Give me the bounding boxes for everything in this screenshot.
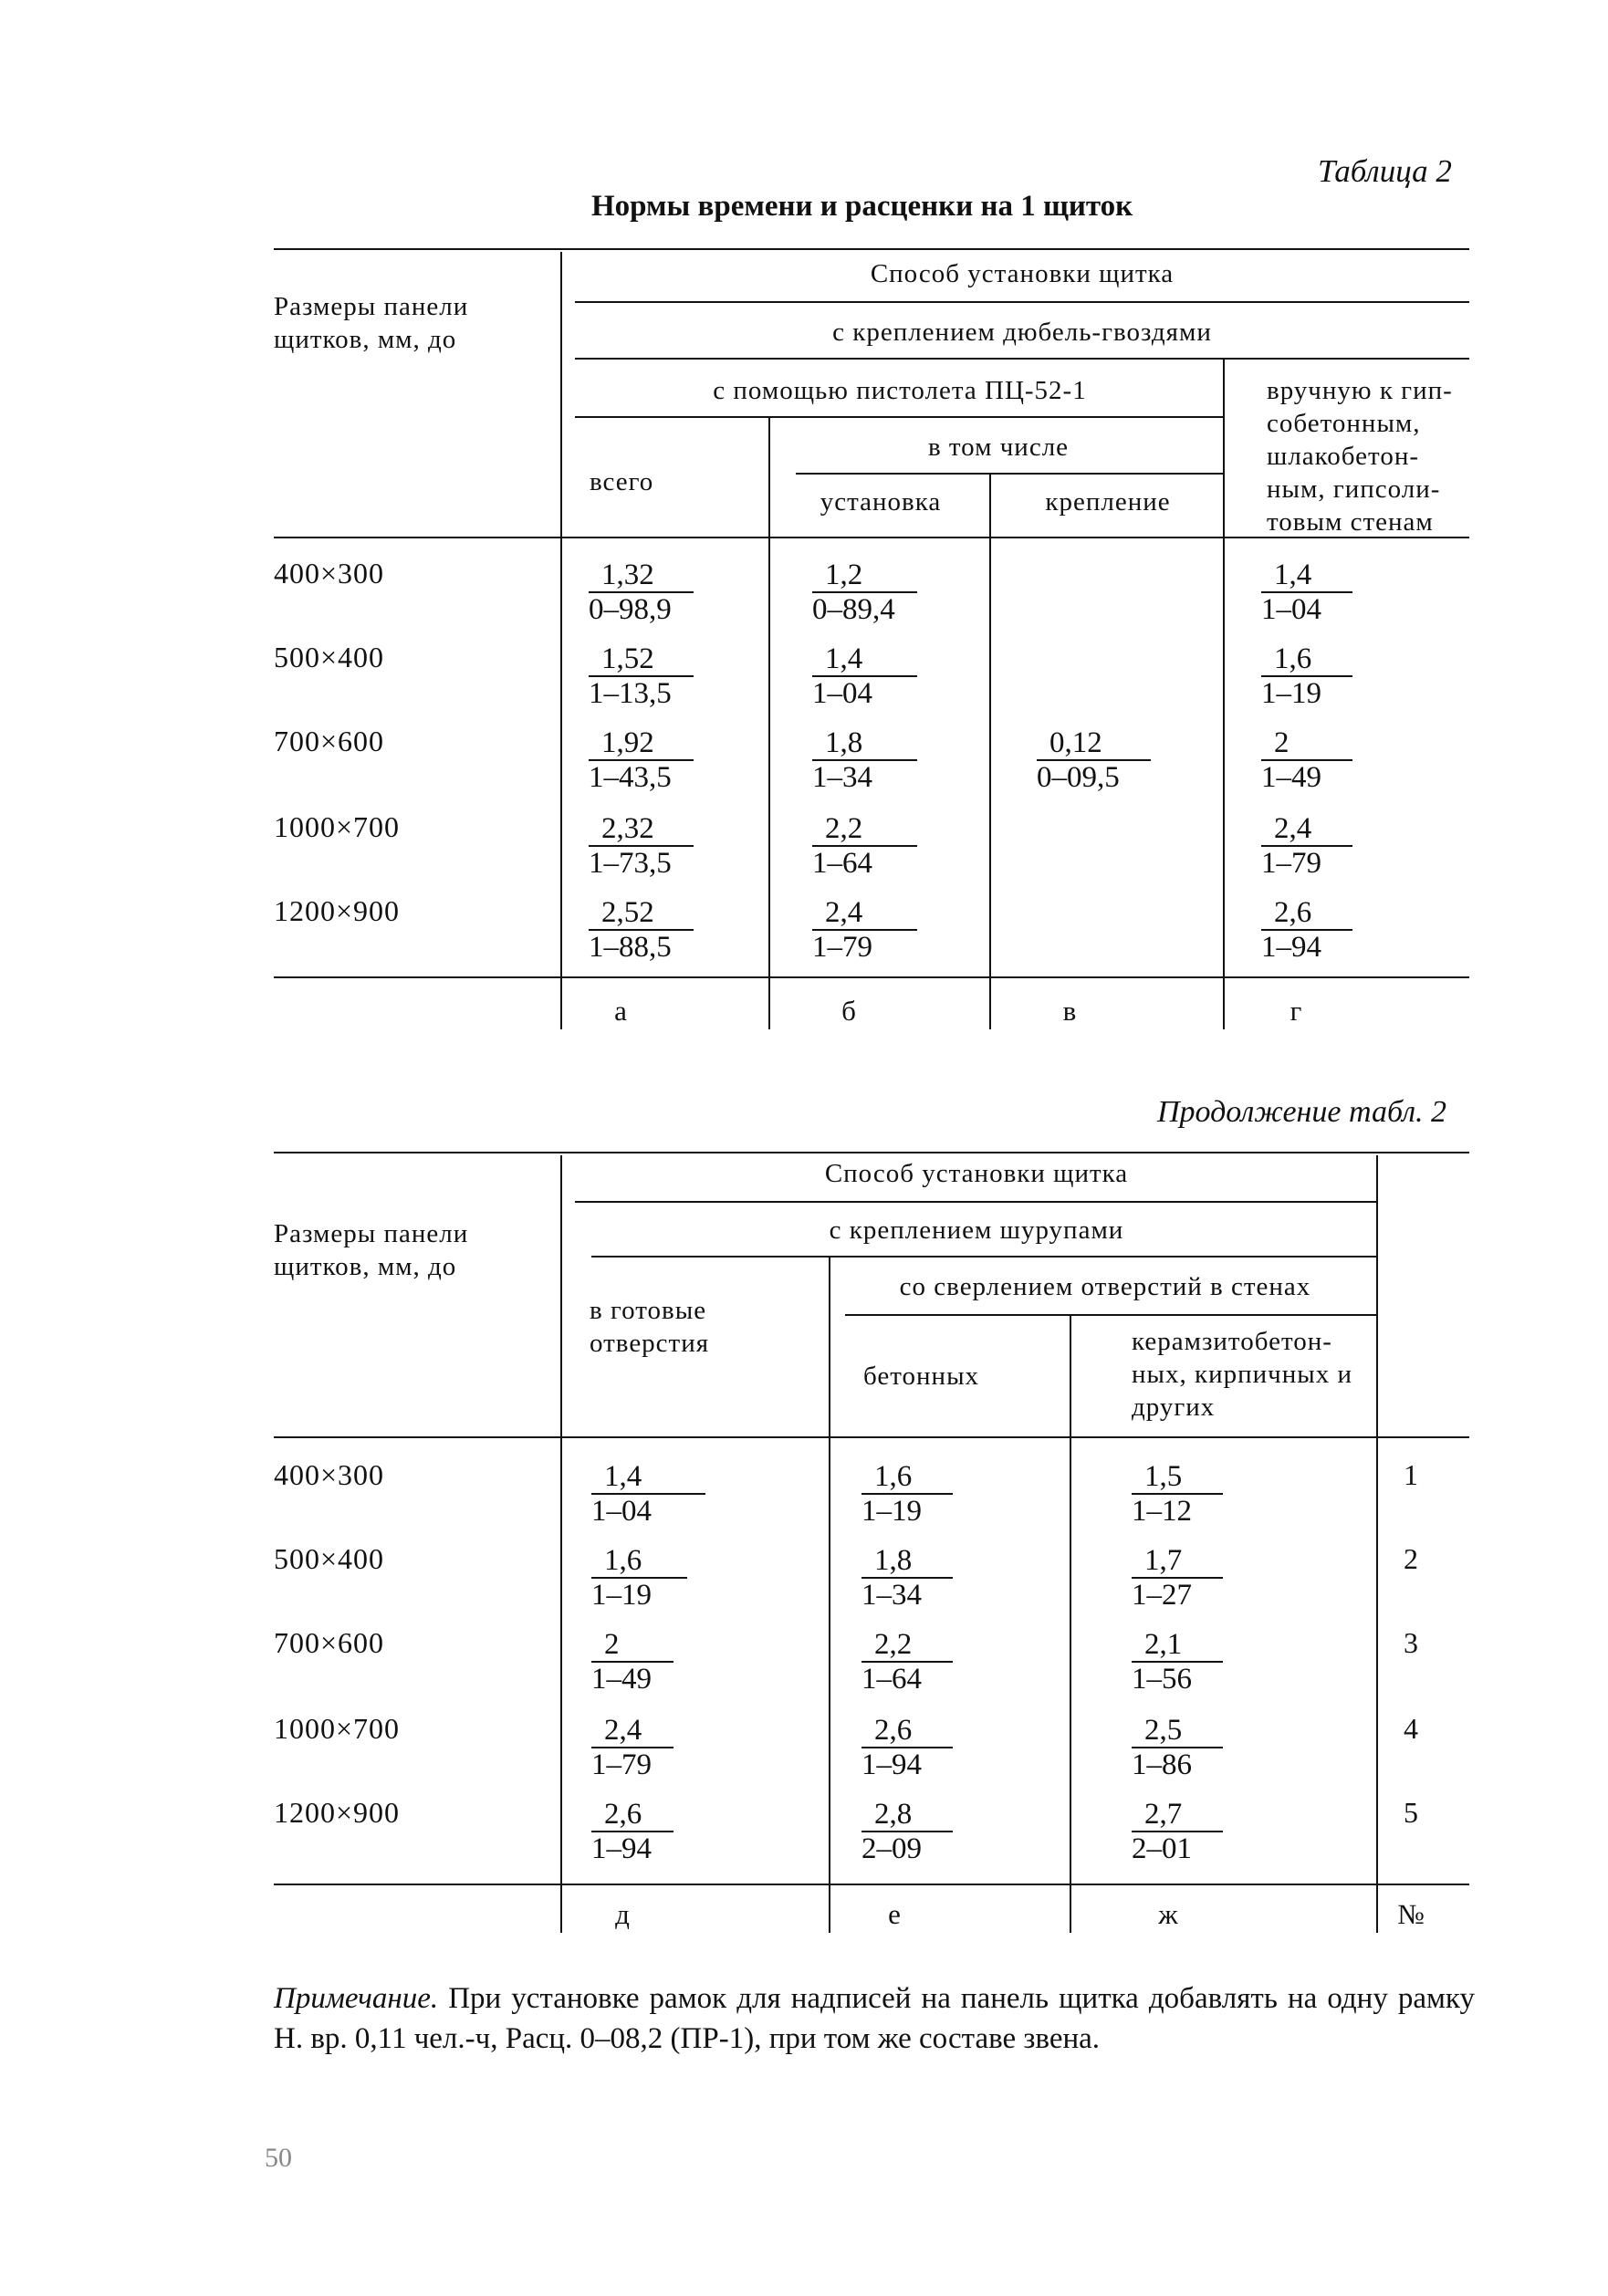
column-code: б <box>841 995 856 1027</box>
rate-fraction: $\frac{2,5}{1-86}$ <box>1132 1714 1223 1781</box>
rate-fraction: $\frac{1,7}{1-27}$ <box>1132 1544 1223 1612</box>
note-label: Примечание. <box>274 1982 439 2015</box>
rate-fraction: $\frac{2,7}{2-01}$ <box>1132 1798 1223 1865</box>
install-header: установка <box>820 487 942 517</box>
rate-fraction: $\frac{0,12}{0-09,5}$ <box>1037 726 1151 794</box>
rate-fraction: $\frac{2,2}{1-64}$ <box>861 1628 953 1696</box>
rate-fraction: $\frac{1,6}{1-19}$ <box>591 1544 687 1612</box>
concrete-header: бетонных <box>863 1362 980 1391</box>
size-cell: 700×600 <box>274 1626 385 1659</box>
rate-fraction: $\frac{1,92}{1-43,5}$ <box>589 726 694 794</box>
row-number: 2 <box>1404 1542 1418 1575</box>
continuation-label: Продолжение табл. 2 <box>1157 1095 1447 1129</box>
dowel-header: с креплением дюбель-гвоздями <box>832 318 1212 347</box>
pistol-header: с помощью пистолета ПЦ-52-1 <box>713 376 1087 405</box>
row-number: 5 <box>1404 1796 1418 1829</box>
rate-fraction: $\frac{1,5}{1-12}$ <box>1132 1460 1223 1528</box>
rate-fraction: $\frac{1,6}{1-19}$ <box>861 1460 953 1528</box>
rate-fraction: $\frac{2,6}{1-94}$ <box>591 1798 673 1865</box>
size-cell: 700×600 <box>274 725 385 757</box>
size-header: Размеры панели щитков, мм, до <box>274 1219 469 1281</box>
total-header: всего <box>590 467 654 496</box>
size-cell: 400×300 <box>274 1458 385 1491</box>
note <box>274 1978 1475 2059</box>
column-code: № <box>1397 1898 1425 1930</box>
rate-fraction: $\frac{1,4}{1-04}$ <box>591 1460 705 1528</box>
table-title: Нормы времени и расценки на 1 щиток <box>591 190 1133 223</box>
size-cell: 400×300 <box>274 557 385 590</box>
rate-fraction: $\frac{1,52}{1-13,5}$ <box>589 642 694 710</box>
rate-fraction: $\frac{2,2}{1-64}$ <box>812 812 917 880</box>
note-text: При установке рамок для надписей на панель щитка добавлять на одну рамку Н. вр. 0,11 чел.-ч, Расц. 0–08,2 (ПР-1), при том же составе звена. <box>274 1982 1475 2055</box>
rate-fraction: $\frac{1,2}{0-89,4}$ <box>812 558 917 626</box>
rate-fraction: $\frac{2}{1-49}$ <box>591 1628 673 1696</box>
size-cell: 1200×900 <box>274 1796 401 1829</box>
ready-holes-header: в готовые отверстия <box>590 1296 710 1358</box>
rate-fraction: $\frac{2,52}{1-88,5}$ <box>589 896 694 964</box>
column-code: а <box>614 995 627 1027</box>
row-number: 4 <box>1404 1712 1418 1745</box>
rate-fraction: $\frac{2}{1-49}$ <box>1261 726 1352 794</box>
column-code: в <box>1062 995 1077 1027</box>
column-code: д <box>615 1898 630 1930</box>
drill-header: со сверлением отверстий в стенах <box>899 1272 1311 1301</box>
rate-fraction: $\frac{1,32}{0-98,9}$ <box>589 558 694 626</box>
rate-fraction: $\frac{2,6}{1-94}$ <box>1261 896 1352 964</box>
rate-fraction: $\frac{1,4}{1-04}$ <box>1261 558 1352 626</box>
method-header: Способ установки щитка <box>870 259 1175 288</box>
table-label: Таблица 2 <box>1318 153 1452 189</box>
rate-fraction: $\frac{1,8}{1-34}$ <box>861 1544 953 1612</box>
size-cell: 1200×900 <box>274 894 401 927</box>
manual-header: вручную к гип-собетонным, шлакобетон-ным, гипсоли-товым стенам <box>1267 376 1453 537</box>
rate-fraction: $\frac{1,4}{1-04}$ <box>812 642 917 710</box>
rate-fraction: $\frac{2,4}{1-79}$ <box>1261 812 1352 880</box>
ceramsite-header: керамзитобетон-ных, кирпичных и других <box>1132 1327 1353 1422</box>
rate-fraction: $\frac{1,6}{1-19}$ <box>1261 642 1352 710</box>
size-header: Размеры панели щитков, мм, до <box>274 292 469 354</box>
column-code: ж <box>1158 1898 1178 1930</box>
size-cell: 500×400 <box>274 1542 385 1575</box>
rate-fraction: $\frac{2,8}{2-09}$ <box>861 1798 953 1865</box>
method-header: Способ установки щитка <box>824 1159 1129 1188</box>
fasten-header: крепление <box>1045 487 1171 517</box>
including-header: в том числе <box>927 433 1070 462</box>
rate-fraction: $\frac{2,4}{1-79}$ <box>591 1714 673 1781</box>
rate-fraction: $\frac{2,6}{1-94}$ <box>861 1714 953 1781</box>
column-code: г <box>1290 995 1302 1027</box>
rate-fraction: $\frac{1,8}{1-34}$ <box>812 726 917 794</box>
size-cell: 1000×700 <box>274 1712 401 1745</box>
row-number: 1 <box>1404 1458 1418 1491</box>
row-number: 3 <box>1404 1626 1418 1659</box>
column-code: е <box>888 1898 901 1930</box>
screws-header: с креплением шурупами <box>829 1216 1124 1245</box>
rate-fraction: $\frac{2,1}{1-56}$ <box>1132 1628 1223 1696</box>
rate-fraction: $\frac{2,4}{1-79}$ <box>812 896 917 964</box>
page-number: 50 <box>265 2143 292 2173</box>
size-cell: 500×400 <box>274 641 385 673</box>
size-cell: 1000×700 <box>274 810 401 843</box>
rate-fraction: $\frac{2,32}{1-73,5}$ <box>589 812 694 880</box>
